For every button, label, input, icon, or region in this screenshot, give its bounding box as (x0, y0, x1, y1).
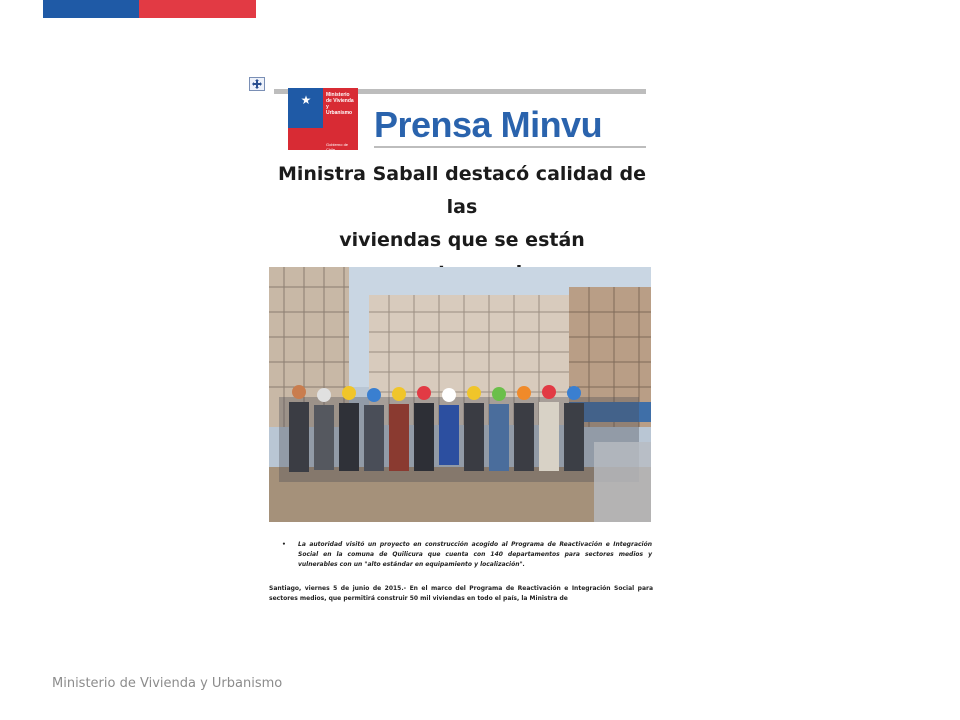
summary-text: La autoridad visitó un proyecto en construcción acogido al Programa de Reactivación e Integración Social en la comuna de Quilicura que cuenta con 140 departamentos para sectores medios y vulnerables con un "alto estándar en equipamiento y localización". (298, 541, 652, 568)
flag-red-segment (139, 0, 256, 18)
footer-ministry-name: Ministerio de Vivienda y Urbanismo (52, 676, 283, 691)
move-handle-icon[interactable] (249, 77, 265, 91)
masthead (274, 84, 646, 150)
brand-title: Prensa Minvu (374, 104, 603, 145)
logo-text: Ministerio de Vivienda y Urbanismo (326, 92, 354, 116)
press-clipping-image (266, 84, 658, 614)
top-flag-bar (43, 0, 256, 18)
bullet-mark: • (282, 541, 286, 548)
headline-line: viviendas que se están (339, 229, 585, 251)
flag-blue-segment (43, 0, 139, 18)
chile-crest-icon: ★ (300, 93, 312, 107)
minvu-logo (288, 88, 358, 150)
logo-gov-text: Gobierno de Chile (326, 142, 349, 152)
headline-line: Ministra Saball destacó calidad de las (277, 163, 647, 218)
masthead-bottom-rule (374, 146, 646, 148)
body-paragraph: Santiago, viernes 5 de junio de 2015.- En el marco del Programa de Reactivación e Integración Social para sectores medios, que permitirá construir 50 mil viviendas en todo el país, la Ministra de (269, 585, 653, 602)
summary-bullet (282, 540, 652, 570)
construction-site-group-photo (269, 267, 651, 522)
